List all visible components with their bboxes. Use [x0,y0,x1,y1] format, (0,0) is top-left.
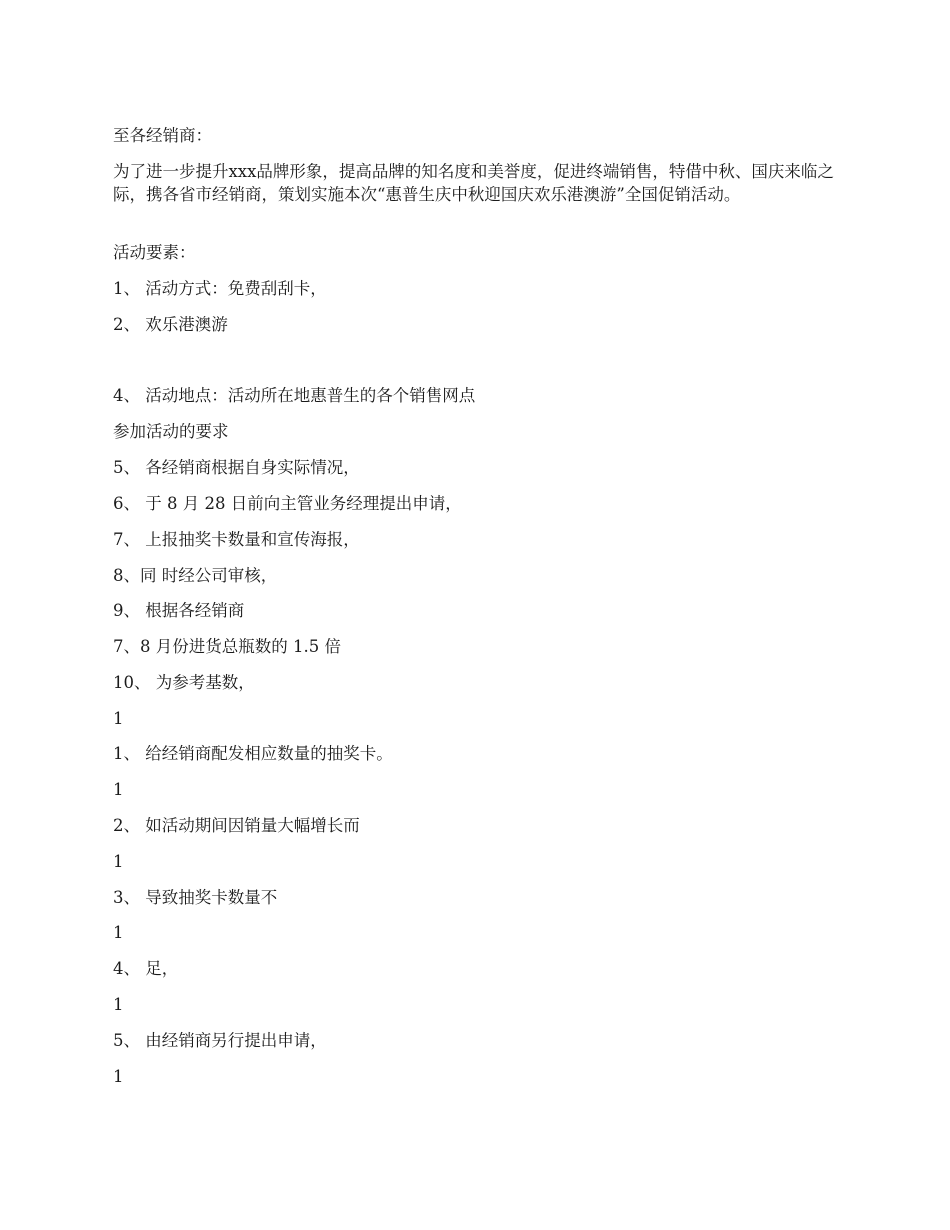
text-line: 1 [113,995,124,1014]
list-item: 5、 由经销商另行提出申请， [113,1031,327,1050]
text-line: 1 [113,709,124,728]
text-line: 1 [113,852,124,871]
list-item: 2、 欢乐港澳游 [113,315,228,334]
list-item: 6、 于 8 月 28 日前向主管业务经理提出申请， [113,494,462,513]
salutation: 至各经销商： [113,126,212,145]
list-item: 8、同 时经公司审核， [113,566,278,585]
text-line: 1 [113,923,124,942]
text-line: 1 [113,780,124,799]
list-item: 1、 给经销商配发相应数量的抽奖卡。 [113,744,393,763]
list-item: 7、8 月份进货总瓶数的 1.5 倍 [113,637,341,656]
list-item: 4、 活动地点：活动所在地惠普生的各个销售网点 [113,386,476,405]
list-item: 9、 根据各经销商 [113,601,245,620]
list-item: 2、 如活动期间因销量大幅增长而 [113,816,360,835]
list-item: 4、 足， [113,959,179,978]
list-item: 10、 为参考基数， [113,673,255,692]
list-item: 5、 各经销商根据自身实际情况， [113,458,360,477]
list-item: 1、 活动方式：免费刮刮卡， [113,279,327,298]
text-line: 参加活动的要求 [113,422,229,441]
list-item: 3、 导致抽奖卡数量不 [113,888,278,907]
intro-paragraph: 为了进一步提升xxx品牌形象，提高品牌的知名度和美誉度，促进终端销售，特借中秋、国庆来临之际，携各省市经销商，策划实施本次“惠普生庆中秋迎国庆欢乐港澳游”全国促销活动。 [113,162,834,204]
text-line: 1 [113,1067,124,1086]
text-line: 活动要素： [113,243,196,262]
list-item: 7、 上报抽奖卡数量和宣传海报， [113,530,360,549]
